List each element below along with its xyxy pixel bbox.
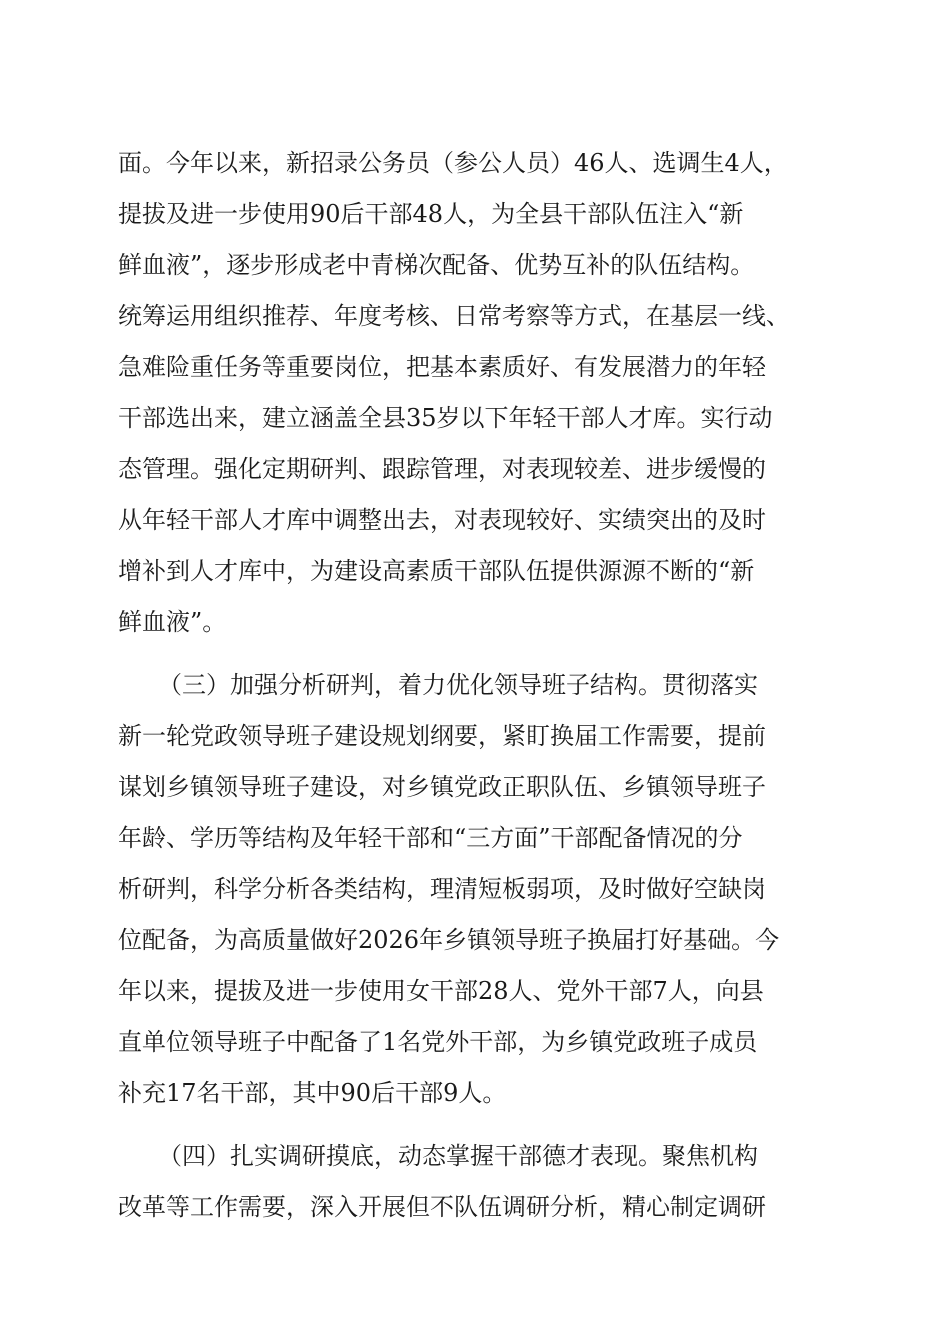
text-line: 直单位领导班子中配备了1名党外干部，为乡镇党政班子成员	[118, 1028, 758, 1056]
text-line: 态管理。强化定期研判、跟踪管理，对表现较差、进步缓慢的	[118, 455, 766, 483]
section-heading-line: （四）扎实调研摸底，动态掌握干部德才表现。聚焦机构	[158, 1142, 758, 1170]
text-line: 位配备，为高质量做好2026年乡镇领导班子换届打好基础。今	[118, 926, 780, 954]
text-line: 新一轮党政领导班子建设规划纲要，紧盯换届工作需要，提前	[118, 722, 766, 750]
document-body	[118, 138, 838, 1233]
paragraph-2	[118, 660, 838, 1119]
text-line: 补充17名干部，其中90后干部9人。	[118, 1079, 507, 1107]
text-line: 年龄、学历等结构及年轻干部和“三方面”干部配备情况的分	[118, 824, 743, 852]
paragraph-1	[118, 138, 838, 648]
text-line: 年以来，提拔及进一步使用女干部28人、党外干部7人，向县	[118, 977, 764, 1005]
paragraph-3	[118, 1131, 838, 1233]
section-heading-line: （三）加强分析研判，着力优化领导班子结构。贯彻落实	[158, 671, 758, 699]
text-line: 面。今年以来，新招录公务员（参公人员）46人、选调生4人，	[118, 149, 788, 177]
text-line: 提拔及进一步使用90后干部48人，为全县干部队伍注入“新	[118, 200, 744, 228]
text-line: 谋划乡镇领导班子建设，对乡镇党政正职队伍、乡镇领导班子	[118, 773, 766, 801]
text-line: 增补到人才库中，为建设高素质干部队伍提供源源不断的“新	[118, 557, 755, 585]
text-line: 改革等工作需要，深入开展但不队伍调研分析，精心制定调研	[118, 1193, 766, 1221]
paragraph-spacer	[118, 648, 838, 660]
paragraph-spacer	[118, 1119, 838, 1131]
text-line: 鲜血液”，逐步形成老中青梯次配备、优势互补的队伍结构。	[118, 251, 755, 279]
text-line: 干部选出来，建立涵盖全县35岁以下年轻干部人才库。实行动	[118, 404, 773, 432]
text-line: 析研判，科学分析各类结构，理清短板弱项，及时做好空缺岗	[118, 875, 766, 903]
text-line: 鲜血液”。	[118, 608, 227, 636]
text-line: 从年轻干部人才库中调整出去，对表现较好、实绩突出的及时	[118, 506, 766, 534]
text-line: 急难险重任务等重要岗位，把基本素质好、有发展潜力的年轻	[118, 353, 766, 381]
text-line: 统筹运用组织推荐、年度考核、日常考察等方式，在基层一线、	[118, 302, 790, 330]
